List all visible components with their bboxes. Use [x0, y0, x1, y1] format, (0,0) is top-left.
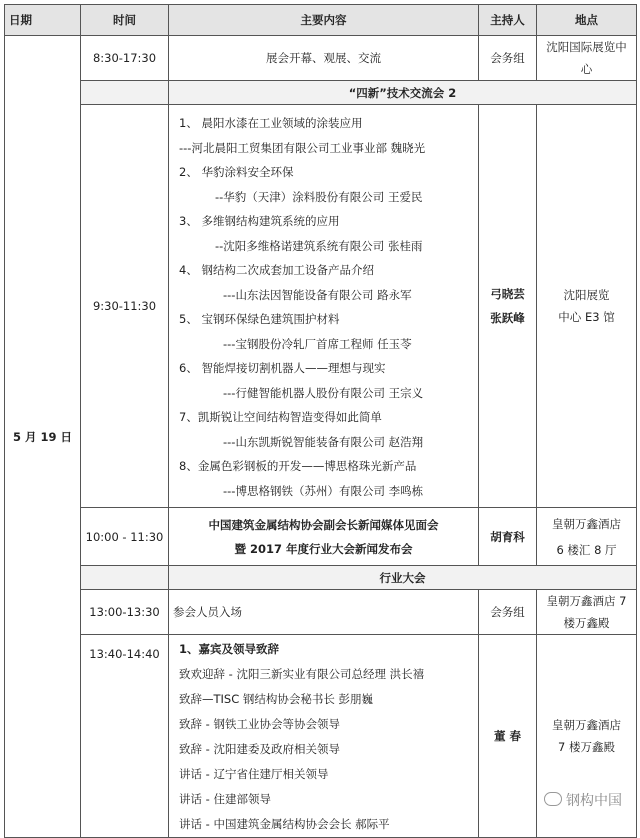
- section-row: [5, 566, 637, 590]
- section-title: “四新”技术交流会 2: [169, 81, 637, 105]
- talk-title: 3、 多维钢结构建筑系统的应用: [179, 209, 470, 234]
- talk-title: 4、 钢结构二次成套加工设备产品介绍: [179, 258, 470, 283]
- talk-title: 8、金属色彩钢板的开发——博思格珠光新产品: [179, 454, 470, 479]
- speech-item: 讲话 - 中国建筑金属结构协会会长 郝际平: [179, 812, 470, 837]
- watermark: 钢构中国: [544, 790, 622, 810]
- header-date: 日期: [5, 5, 81, 36]
- date-cell: 5 月 19 日: [5, 36, 81, 838]
- host-cell: 会务组: [479, 590, 537, 635]
- table-row: [5, 508, 637, 566]
- location-cell: 皇朝万鑫酒店 7 楼万鑫殿: [537, 590, 637, 635]
- content-cell: 参会人员入场: [169, 590, 479, 635]
- time-cell: 13:40-14:40: [81, 635, 169, 838]
- header-location: 地点: [537, 5, 637, 36]
- speech-item: 讲话 - 辽宁省住建厅相关领导: [179, 762, 470, 787]
- talk-speaker: ---山东凯斯锐智能装备有限公司 赵浩翔: [179, 430, 470, 455]
- location-cell: 皇朝万鑫酒店 7 楼万鑫殿: [537, 635, 637, 838]
- section-title: 行业大会: [169, 566, 637, 590]
- talk-speaker: --华豹（天津）涂料股份有限公司 王爱民: [179, 185, 470, 210]
- host-cell: 弓晓芸 张跃峰: [479, 105, 537, 508]
- speech-item: 讲话 - 住建部领导: [179, 787, 470, 812]
- speech-item: 致辞—TISC 钢结构协会秘书长 彭朋巍: [179, 687, 470, 712]
- talk-speaker: ---宝钢股份冷轧厂首席工程师 任玉苓: [179, 332, 470, 357]
- talk-speaker: ---博思格钢铁（苏州）有限公司 李鸣栋: [179, 479, 470, 504]
- host-cell: 胡育科: [479, 508, 537, 566]
- time-cell: 9:30-11:30: [81, 105, 169, 508]
- header-host: 主持人: [479, 5, 537, 36]
- speech-item: 致辞 - 沈阳建委及政府相关领导: [179, 737, 470, 762]
- speech-item: 致辞 - 钢铁工业协会等协会领导: [179, 712, 470, 737]
- table-row: [5, 36, 637, 81]
- time-cell: 10:00 - 11:30: [81, 508, 169, 566]
- talk-speaker: ---山东法因智能设备有限公司 路永军: [179, 283, 470, 308]
- schedule-table: [4, 4, 637, 838]
- wechat-icon: [544, 792, 562, 806]
- talk-title: 5、 宝钢环保绿色建筑围护材料: [179, 307, 470, 332]
- table-row: [5, 590, 637, 635]
- talk-speaker: ---行健智能机器人股份有限公司 王宗义: [179, 381, 470, 406]
- location-cell: 沈阳国际展览中 心: [537, 36, 637, 81]
- time-cell: 8:30-17:30: [81, 36, 169, 81]
- talk-title: 6、 智能焊接切割机器人——理想与现实: [179, 356, 470, 381]
- talk-title: 2、 华豹涂料安全环保: [179, 160, 470, 185]
- host-cell: 董 春: [479, 635, 537, 838]
- talk-speaker: ---河北晨阳工贸集团有限公司工业事业部 魏晓光: [179, 136, 470, 161]
- speech-heading: 1、嘉宾及领导致辞: [179, 637, 470, 662]
- header-time: 时间: [81, 5, 169, 36]
- talk-speaker: --沈阳多维格诺建筑系统有限公司 张桂雨: [179, 234, 470, 259]
- speech-list: [169, 635, 479, 838]
- header-content: 主要内容: [169, 5, 479, 36]
- section-row: [5, 81, 637, 105]
- location-cell: 沈阳展览 中心 E3 馆: [537, 105, 637, 508]
- location-cell: 皇朝万鑫酒店 6 楼汇 8 厅: [537, 508, 637, 566]
- content-cell: 展会开幕、观展、交流: [169, 36, 479, 81]
- time-cell: 13:00-13:30: [81, 590, 169, 635]
- talk-title: 7、凯斯锐让空间结构智造变得如此简单: [179, 405, 470, 430]
- content-cell: 中国建筑金属结构协会副会长新闻媒体见面会 暨 2017 年度行业大会新闻发布会: [169, 508, 479, 566]
- header-row: [5, 5, 637, 36]
- talk-title: 1、 晨阳水漆在工业领域的涂装应用: [179, 111, 470, 136]
- table-row: [5, 635, 637, 838]
- host-cell: 会务组: [479, 36, 537, 81]
- table-row: [5, 105, 637, 508]
- talk-list: [169, 105, 479, 508]
- speech-item: 致欢迎辞 - 沈阳三新实业有限公司总经理 洪长禧: [179, 662, 470, 687]
